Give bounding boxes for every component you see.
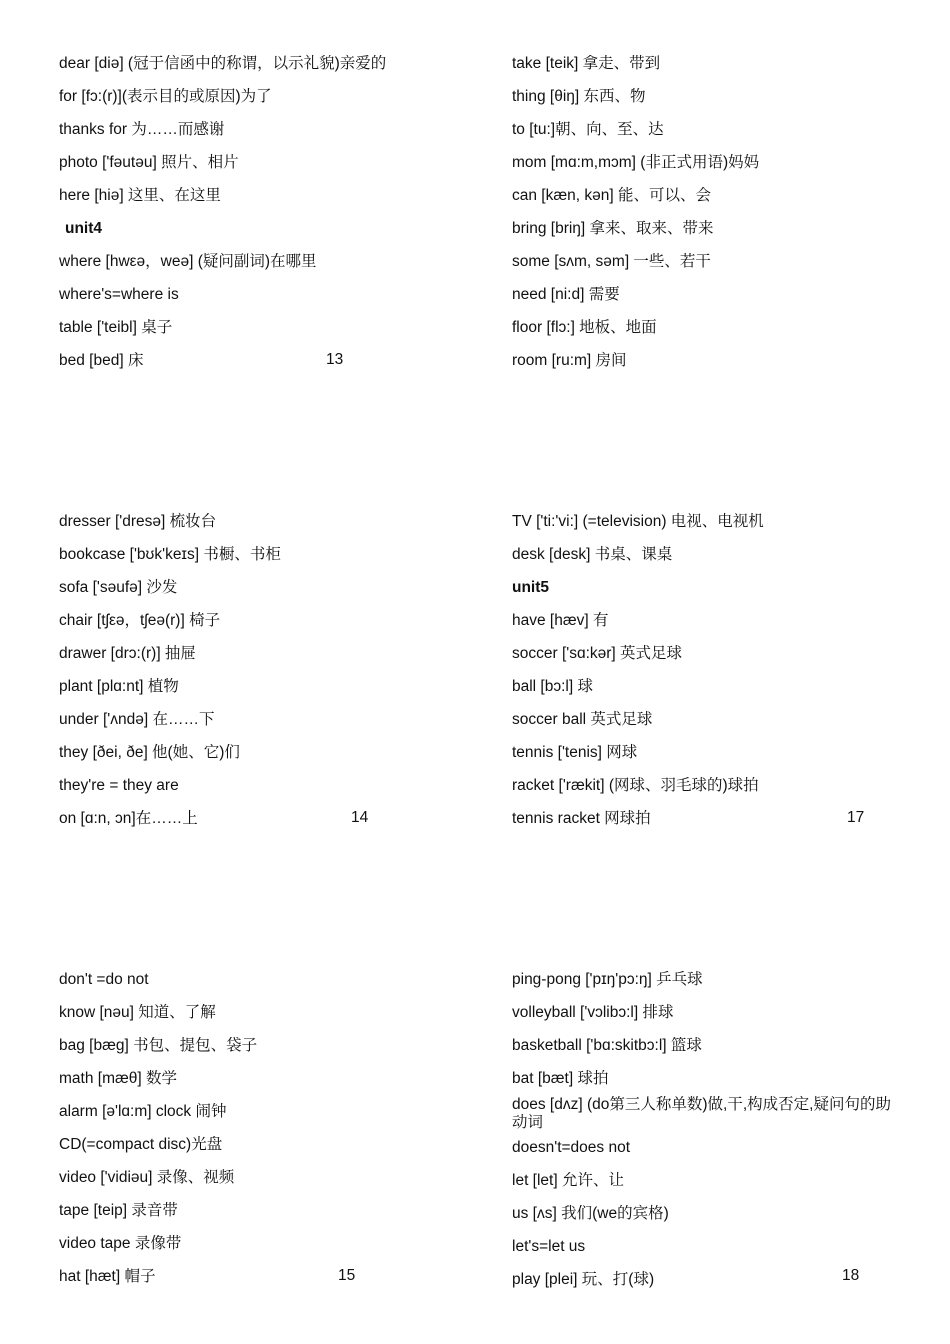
page-number: 18 [842,1267,860,1284]
vocab-entry: bookcase ['bʊk'keɪs] 书橱、书柜 [59,546,281,563]
vocab-entry: volleyball ['vɔlibɔ:l] 排球 [512,1004,674,1021]
vocab-entry: here [hiə] 这里、在这里 [59,187,221,204]
vocab-entry: doesn't=does not [512,1139,631,1156]
vocab-entry: let [let] 允许、让 [512,1172,624,1189]
vocab-entry: have [hæv] 有 [512,612,609,629]
vocab-entry: racket ['rækit] (网球、羽毛球的)球拍 [512,777,759,794]
vocab-entry: basketball ['bɑ:skitbɔ:l] 篮球 [512,1037,702,1054]
vocab-entry: video tape 录像带 [59,1235,182,1252]
vocab-entry: table ['teibl] 桌子 [59,319,173,336]
vocab-entry: plant [plɑ:nt] 植物 [59,678,179,695]
vocab-entry: thing [θiŋ] 东西、物 [512,88,646,105]
vocab-entry: soccer ['sɑ:kər] 英式足球 [512,645,683,662]
vocab-entry: to [tu:]朝、向、至、达 [512,121,664,138]
vocab-block-6 [512,970,932,1303]
vocab-entry: tennis racket 网球拍 [512,810,651,827]
vocab-entry: dresser ['dresə] 梳妆台 [59,513,217,530]
vocab-entry: bed [bed] 床 [59,352,144,369]
vocab-entry: play [plei] 玩、打(球) [512,1271,655,1288]
vocab-entry: take [teik] 拿走、带到 [512,55,661,72]
vocab-entry: soccer ball 英式足球 [512,711,653,728]
vocab-entry: bring [briŋ] 拿来、取来、带来 [512,220,714,237]
vocab-entry: can [kæn, kən] 能、可以、会 [512,187,711,204]
vocab-entry: under ['ʌndə] 在……下 [59,711,215,728]
vocab-entry: thanks for 为……而感谢 [59,121,225,138]
vocab-block-4 [512,512,932,842]
vocab-entry: desk [desk] 书桌、课桌 [512,546,673,563]
vocab-entry: us [ʌs] 我们(we的宾格) [512,1205,669,1222]
vocab-entry: bat [bæt] 球拍 [512,1070,609,1087]
vocab-entry: room [ru:m] 房间 [512,352,627,369]
vocab-entry: where's=where is [59,286,179,303]
vocab-entry: for [fɔ:(r)](表示目的或原因)为了 [59,88,272,105]
vocab-entry: drawer [drɔ:(r)] 抽屉 [59,645,196,662]
vocab-entry: video ['vidiəu] 录像、视频 [59,1169,235,1186]
vocab-block-1 [59,54,479,384]
vocab-entry: floor [flɔ:] 地板、地面 [512,319,657,336]
vocab-entry: know [nəu] 知道、了解 [59,1004,216,1021]
page-number: 13 [326,351,344,368]
vocab-entry: alarm [ə'lɑ:m] clock 闹钟 [59,1103,227,1120]
vocab-entry: dear [diə] (冠于信函中的称谓，以示礼貌)亲爱的 [59,55,387,72]
vocab-entry: ping-pong ['pɪŋ'pɔ:ŋ] 乒乓球 [512,971,703,988]
vocab-entry: mom [mɑ:m,mɔm] (非正式用语)妈妈 [512,154,760,171]
vocab-entry: ball [bɔ:l] 球 [512,678,593,695]
vocab-entry: they [ðei, ðe] 他(她、它)们 [59,744,240,761]
vocab-block-2 [512,54,932,384]
vocab-entry: let's=let us [512,1238,586,1255]
vocab-entry: bag [bæɡ] 书包、提包、袋子 [59,1037,258,1054]
vocab-entry: need [ni:d] 需要 [512,286,620,303]
vocab-entry: sofa ['səufə] 沙发 [59,579,178,596]
vocab-block-5 [59,970,479,1300]
unit-heading: unit4 [65,220,103,237]
vocab-entry: chair [tʃεə，tʃeə(r)] 椅子 [59,612,221,629]
unit-heading: unit5 [512,579,550,596]
vocab-entry: where [hwεə，weə] (疑问副词)在哪里 [59,253,317,270]
vocab-entry: tennis ['tenis] 网球 [512,744,638,761]
vocab-entry: math [mæθ] 数学 [59,1070,177,1087]
page-number: 14 [351,809,369,826]
vocab-block-3 [59,512,479,842]
vocab-entry: don't =do not [59,971,149,988]
vocab-entry: tape [teip] 录音带 [59,1202,178,1219]
vocab-entry: hat [hæt] 帽子 [59,1268,156,1285]
vocab-entry: CD(=compact disc)光盘 [59,1136,223,1153]
page-number: 17 [847,809,865,826]
vocab-entry: TV ['ti:'vi:] (=television) 电视、电视机 [512,513,764,530]
vocab-entry: photo ['fəutəu] 照片、相片 [59,154,239,171]
vocab-entry: some [sʌm, səm] 一些、若干 [512,253,711,270]
vocab-entry: on [ɑ:n, ɔn]在……上 [59,810,198,827]
vocab-entry: they're = they are [59,777,179,794]
vocab-entry: does [dʌz] (do第三人称单数)做,干,构成否定,疑问句的助动词 [512,1096,891,1131]
page-number: 15 [338,1267,356,1284]
